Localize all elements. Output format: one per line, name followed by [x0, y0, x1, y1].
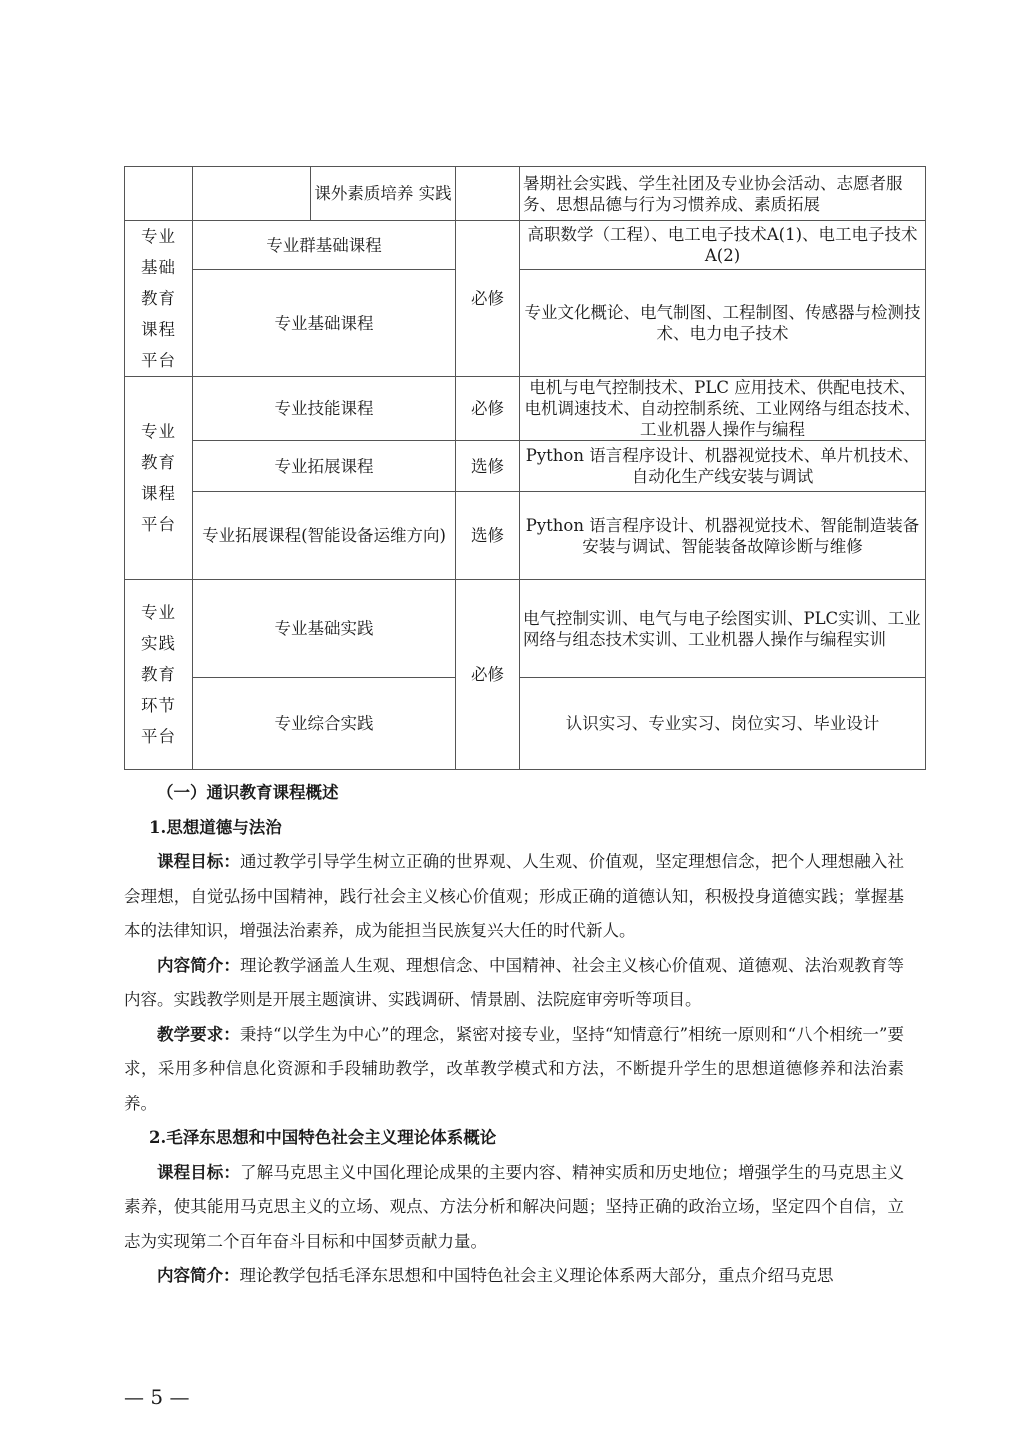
- platform-label: 教育: [141, 453, 176, 472]
- paragraph: [124, 949, 904, 1018]
- paragraph: [124, 1156, 904, 1260]
- course-cell: 课外素质培养 实践: [311, 167, 456, 221]
- table-row: [125, 492, 926, 580]
- table-row: [125, 221, 926, 270]
- description-cell: Python 语言程序设计、机器视觉技术、智能制造装备安装与调试、智能装备故障诊断与维修: [520, 492, 926, 580]
- course-cell: 专业综合实践: [193, 678, 456, 770]
- platform-cell: [125, 377, 193, 580]
- paragraph-text: 理论教学包括毛泽东思想和中国特色社会主义理论体系两大部分，重点介绍马克思: [239, 1266, 834, 1285]
- course-cell: 专业基础课程: [193, 270, 456, 377]
- course-type-cell: 选修: [456, 441, 520, 492]
- course-type-cell: 必修: [456, 221, 520, 377]
- table-cell-empty: [456, 167, 520, 221]
- table-row: [125, 580, 926, 678]
- paragraph: [124, 845, 904, 949]
- table-cell-empty: [193, 167, 311, 221]
- paragraph-text: 了解马克思主义中国化理论成果的主要内容、精神实质和历史地位；增强学生的马克思主义素养，使其能用马克思主义的立场、观点、方法分析和解决问题；坚持正确的政治立场，坚定四个自信，立志为实现第二个百年奋斗目标和中国梦贡献力量。: [124, 1162, 905, 1251]
- paragraph-label: 内容简介：: [157, 955, 241, 975]
- course-type-cell: 必修: [456, 377, 520, 441]
- platform-label: 课程: [141, 484, 176, 503]
- description-cell: 暑期社会实践、学生社团及专业协会活动、志愿者服务、思想品德与行为习惯养成、素质拓展: [520, 167, 926, 221]
- paragraph-label: 内容简介：: [157, 1266, 240, 1285]
- course-cell: 专业基础实践: [193, 580, 456, 678]
- curriculum-table: [124, 166, 926, 770]
- table-cell-empty: [125, 167, 193, 221]
- platform-label: 平台: [141, 515, 176, 534]
- platform-label: 环节: [141, 696, 176, 715]
- platform-label: 教育: [141, 289, 176, 308]
- course-title: 2.毛泽东思想和中国特色社会主义理论体系概论: [149, 1128, 497, 1147]
- platform-label: 专业: [141, 603, 176, 622]
- course-type-cell: 必修: [456, 580, 520, 770]
- table-row: [125, 167, 926, 221]
- page-number: — 5 —: [124, 1385, 190, 1409]
- body-text: [124, 776, 904, 1294]
- description-cell: 电气控制实训、电气与电子绘图实训、PLC实训、工业网络与组态技术实训、工业机器人操作与编程实训: [520, 580, 926, 678]
- table-row: [125, 441, 926, 492]
- description-cell: 电机与电气控制技术、PLC 应用技术、供配电技术、电机调速技术、自动控制系统、工业网络与组态技术、工业机器人操作与编程: [520, 377, 926, 441]
- paragraph-text: 理论教学涵盖人生观、理想信念、中国精神、社会主义核心价值观、道德观、法治观教育等内容。实践教学则是开展主题演讲、实践调研、情景剧、法院庭审旁听等项目。: [124, 955, 905, 1009]
- paragraph-label: 课程目标：: [157, 852, 241, 871]
- section-heading: （一）通识教育课程概述: [157, 783, 339, 802]
- platform-cell: [125, 580, 193, 770]
- platform-label: 实践: [141, 634, 176, 653]
- description-cell: Python 语言程序设计、机器视觉技术、单片机技术、自动化生产线安装与调试: [520, 441, 926, 492]
- table-row: [125, 270, 926, 377]
- platform-label: 课程: [141, 320, 176, 339]
- paragraph: [124, 1259, 904, 1294]
- table-row: [125, 377, 926, 441]
- paragraph-text: 秉持“以学生为中心”的理念，紧密对接专业，坚持“知情意行”相统一原则和“八个相统一”要求，采用多种信息化资源和手段辅助教学，改革教学模式和方法，不断提升学生的思想道德修养和法治素养。: [124, 1024, 904, 1113]
- description-cell: 专业文化概论、电气制图、工程制图、传感器与检测技术、电力电子技术: [520, 270, 926, 377]
- course-cell: 专业群基础课程: [193, 221, 456, 270]
- description-cell: 高职数学（工程）、电工电子技术A(1)、电工电子技术A(2): [520, 221, 926, 270]
- table-row: [125, 678, 926, 770]
- paragraph-text: 通过教学引导学生树立正确的世界观、人生观、价值观，坚定理想信念，把个人理想融入社会理想，自觉弘扬中国精神，践行社会主义核心价值观；形成正确的道德认知，积极投身道德实践；掌握基本的法律知识，增强法治素养，成为能担当民族复兴大任的时代新人。: [124, 852, 905, 940]
- course-cell: 专业技能课程: [193, 377, 456, 441]
- course-cell: 专业拓展课程: [193, 441, 456, 492]
- course-cell: 专业拓展课程(智能设备运维方向): [193, 492, 456, 580]
- platform-label: 专业: [141, 422, 176, 441]
- platform-label: 基础: [141, 258, 176, 277]
- course-title: 1.思想道德与法治: [149, 817, 282, 837]
- paragraph: [124, 1018, 904, 1122]
- platform-cell: [125, 221, 193, 377]
- platform-label: 教育: [141, 665, 176, 684]
- paragraph-label: 教学要求：: [157, 1024, 240, 1044]
- platform-label: 平台: [141, 727, 176, 746]
- platform-label: 平台: [141, 351, 176, 370]
- course-type-cell: 选修: [456, 492, 520, 580]
- description-cell: 认识实习、专业实习、岗位实习、毕业设计: [520, 678, 926, 770]
- paragraph-label: 课程目标：: [157, 1162, 241, 1182]
- platform-label: 专业: [141, 227, 176, 246]
